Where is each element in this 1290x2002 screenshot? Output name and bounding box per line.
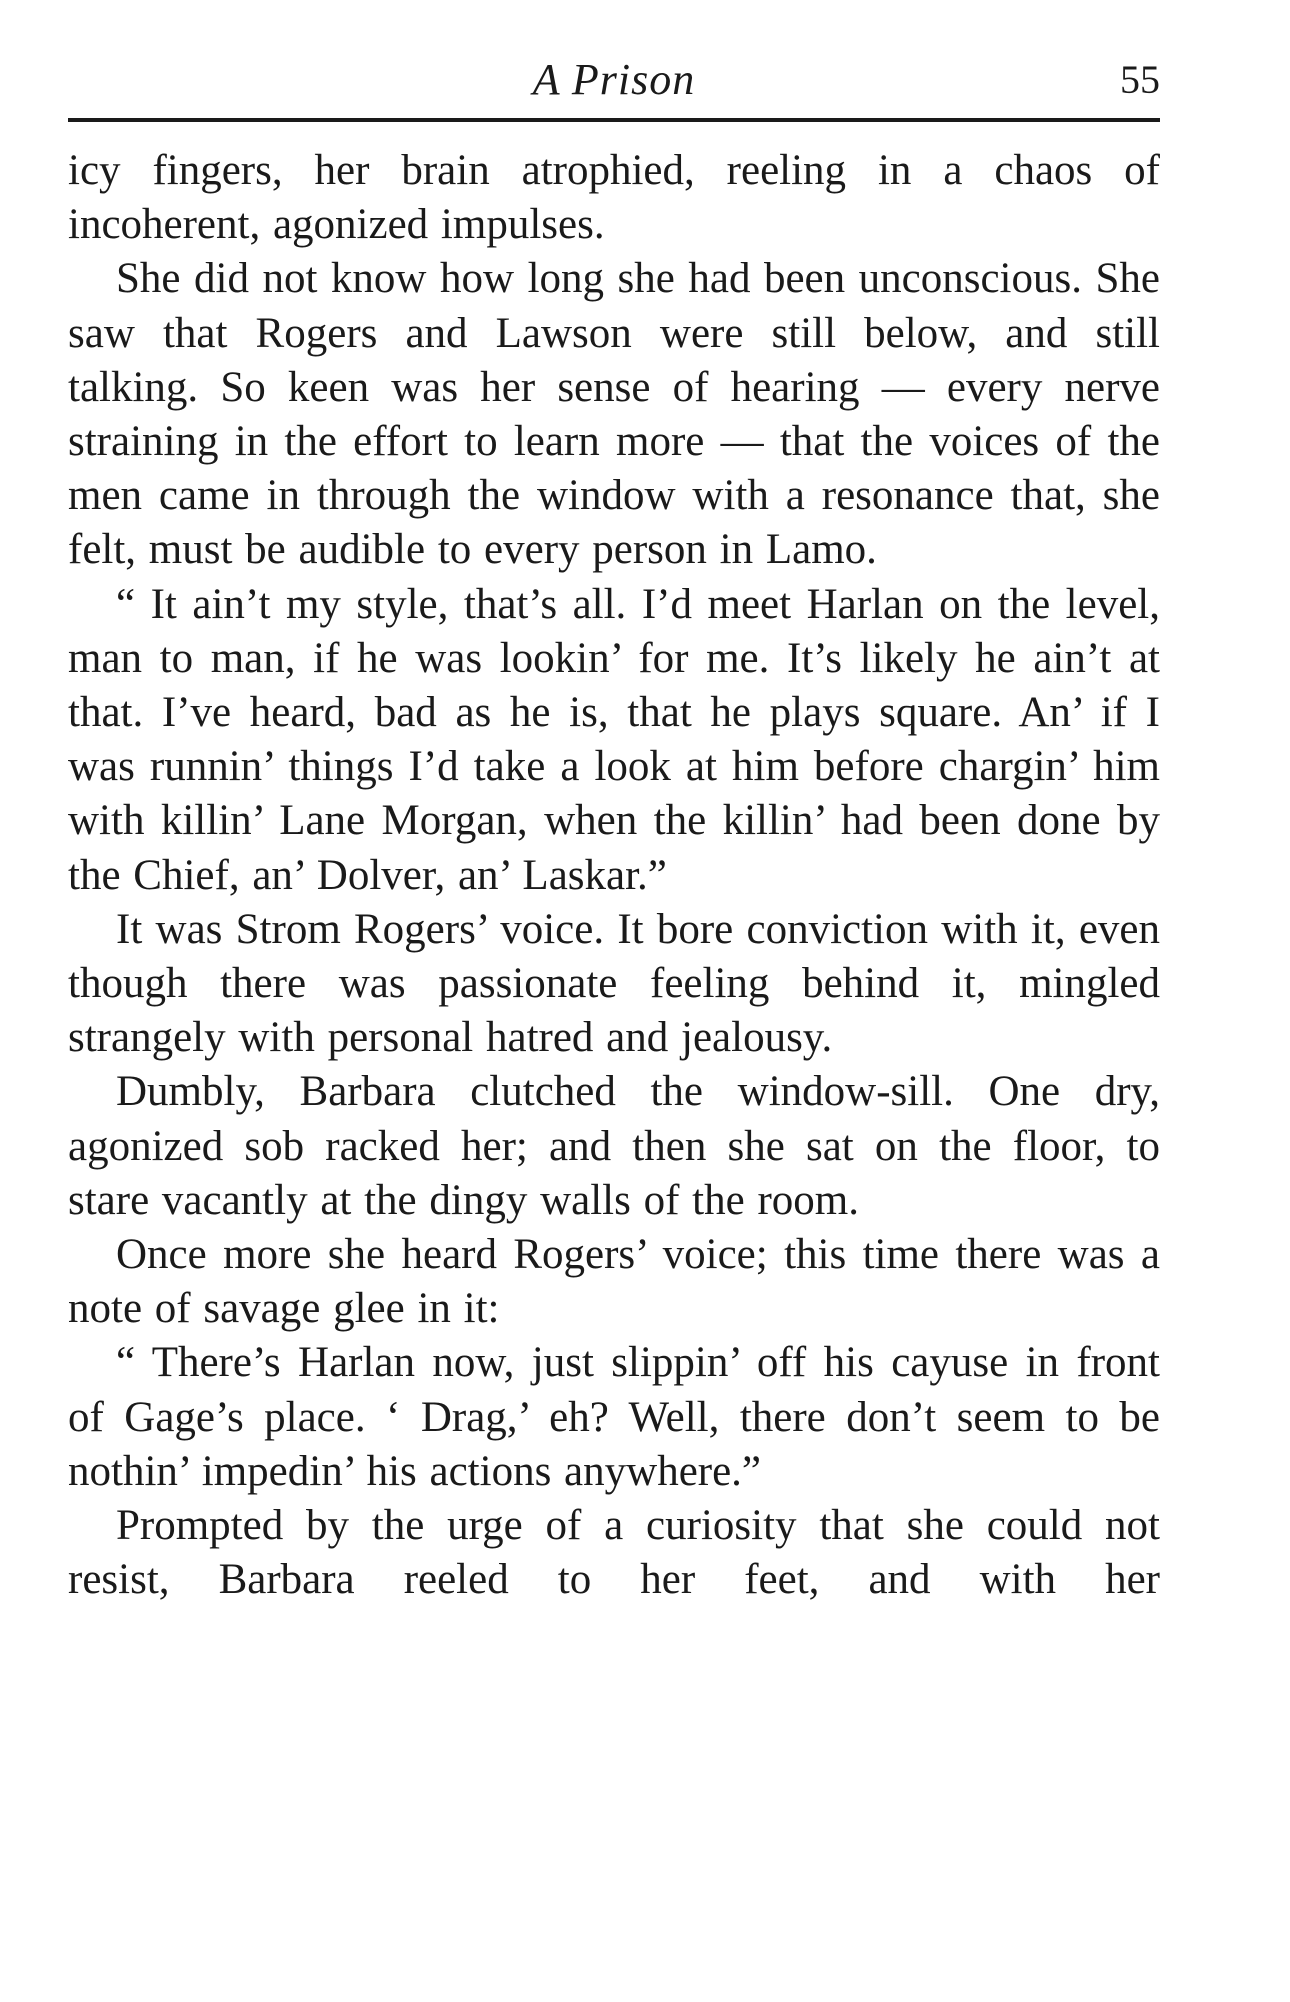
running-head xyxy=(68,48,1160,122)
body-text xyxy=(68,144,1160,1607)
paragraph: It was Strom Rogers’ voice. It bore conviction with it, even though there was passionate feeling behind it, mingled strangely with personal hatred and jealousy. xyxy=(68,905,1160,1062)
paragraph: Once more she heard Rogers’ voice; this time there was a note of savage glee in it: xyxy=(68,1231,1160,1333)
book-page xyxy=(68,48,1160,1607)
paragraph: She did not know how long she had been unconscious. She saw that Rogers and Lawson were still below, and still talking. So keen was her sense of hearing — every nerve straining in the effort to learn more — that the voices of the men came in through the window with a resonance that, she felt, must be audible to every person in Lamo. xyxy=(68,255,1160,574)
running-title: A Prison xyxy=(532,55,696,104)
paragraph-continued: icy fingers, her brain atrophied, reeling in a chaos of incoherent, agonized impulses. xyxy=(68,147,1160,249)
paragraph-continues: Prompted by the urge of a curiosity that she could not resist, Barbara reeled to her feet, and with her xyxy=(68,1502,1160,1604)
page-number: 55 xyxy=(1120,57,1160,102)
paragraph: Dumbly, Barbara clutched the window-sill. One dry, agonized sob racked her; and then she sat on the floor, to stare vacantly at the dingy walls of the room. xyxy=(68,1068,1160,1224)
paragraph-dialogue: “ There’s Harlan now, just slippin’ off his cayuse in front of Gage’s place. ‘ Drag,’ eh? Well, there don’t seem to be nothin’ impedin’ his actions anywhere.” xyxy=(68,1339,1160,1495)
paragraph-dialogue: “ It ain’t my style, that’s all. I’d meet Harlan on the level, man to man, if he was lookin’ for me. It’s likely he ain’t at that. I’ve heard, bad as he is, that he plays square. An’ if I was runnin’ things I’d take a look at him before chargin’ him with killin’ Lane Morgan, when the killin’ had been done by the Chief, an’ Dolver, an’ Laskar.” xyxy=(68,580,1160,899)
